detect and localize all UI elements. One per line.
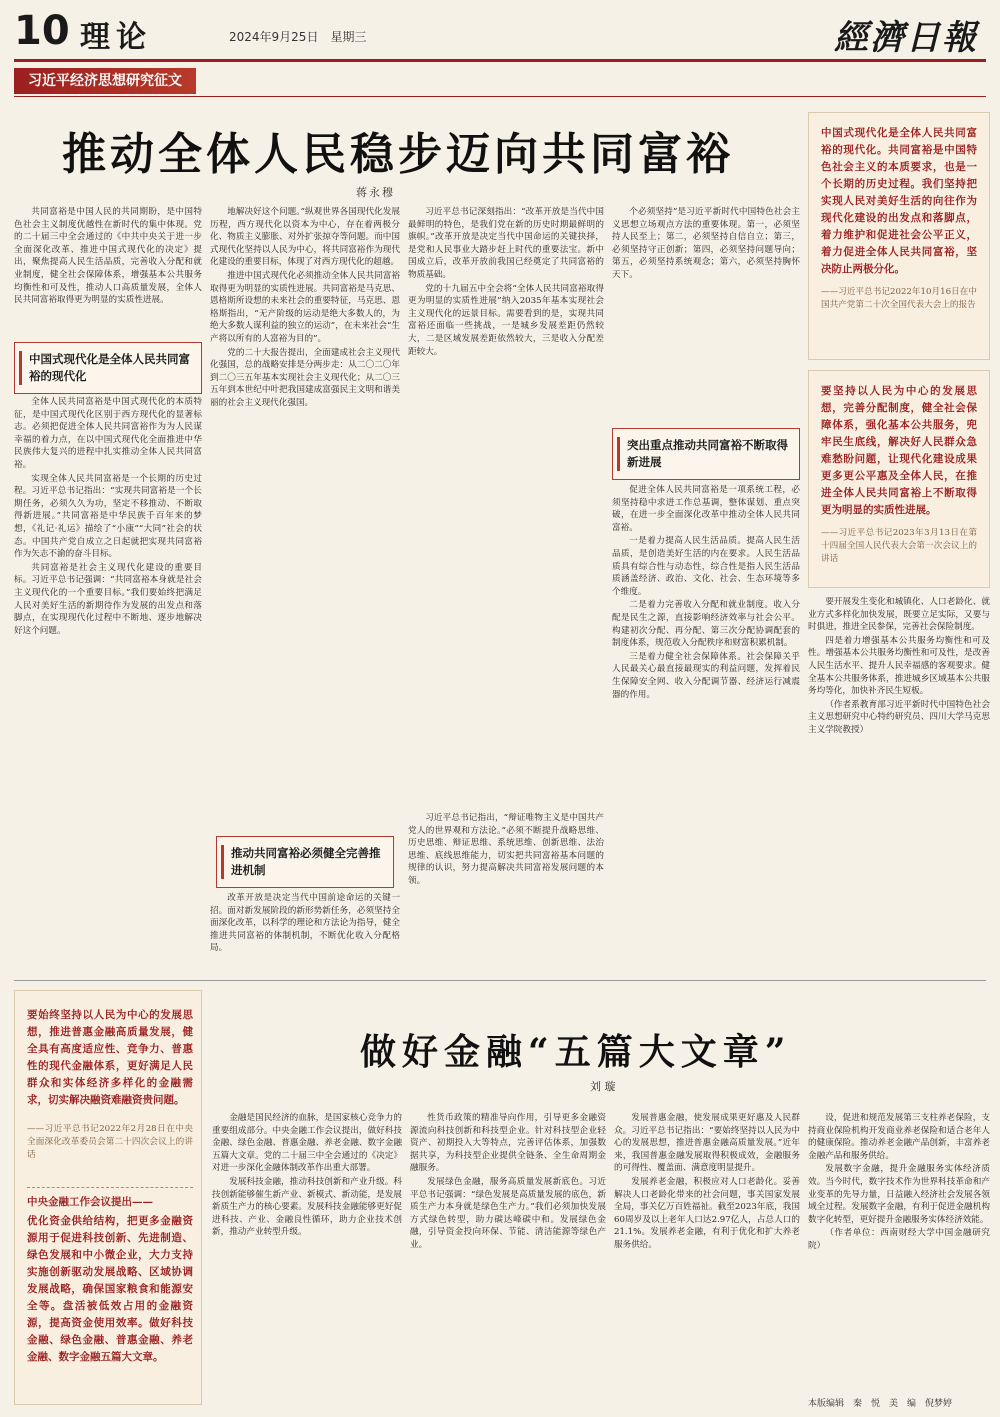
article1-column-4a — [612, 206, 800, 422]
article1-column-2b — [210, 892, 400, 974]
paragraph: 发展数字金融，提升金融服务实体经济质效。当今时代，数字技术作为世界科技革命和产业变革的先导力量，日益融入经济社会发展各领域全过程。发展数字金融，有利于促进金融机构数字化转型，更好提升金融服务实体经济效能。 — [808, 1164, 990, 1225]
column-rule — [14, 96, 986, 97]
paragraph: 地解决好这个问题。”纵观世界各国现代化发展历程，西方现代化以资本为中心，存在着两极分化、物质主义膨胀、对外扩张掠夺等问题。而中国式现代化坚持以人民为中心，将共同富裕作为现代化建设的重要目标，体现了对西方现代化的超越。 — [210, 207, 400, 268]
paragraph: 发展普惠金融，使发展成果更好惠及人民群众。习近平总书记指出：“要始终坚持以人民为中心的发展思想，推进普惠金融高质量发展。”近年来，我国普惠金融发展取得积极成效，金融服务的可得性、覆盖面、满意度明显提升。 — [614, 1113, 800, 1174]
paragraph: 共同富裕是中国人民的共同期盼，是中国特色社会主义制度优越性在新时代的集中体现。党的二十届三中全会通过的《中共中央关于进一步全面深化改革、推进中国式现代化的决定》提出，聚焦提高人民生活品质，完善收入分配和就业制度，健全社会保障体系，增强基本公共服务均衡性和可及性，推动人口高质量发展，全体人民共同富裕取得更为明显的实质性进展。 — [14, 207, 202, 306]
paragraph: 金融是国民经济的血脉，是国家核心竞争力的重要组成部分。中央金融工作会议提出，做好科技金融、绿色金融、普惠金融、养老金融、数字金融五篇大文章。党的二十届三中全会通过的《决定》对进一步深化金融体制改革作出重大部署。 — [212, 1113, 402, 1174]
paragraph: 个必须坚持”是习近平新时代中国特色社会主义思想立场观点方法的重要体现。第一，必须坚持人民至上；第二，必须坚持自信自立；第三，必须坚持守正创新；第四，必须坚持问题导向；第五，必须坚持系统观念；第六，必须坚持胸怀天下。 — [612, 207, 800, 280]
article2-column-3 — [614, 1112, 800, 1392]
paragraph: 推进中国式现代化必须推动全体人民共同富裕取得更为明显的实质性进展。共同富裕是马克思、恩格斯所设想的未来社会的重要特征，马克思、恩格斯指出，“无产阶级的运动是绝大多数人的，为绝大多数人谋利益的独立的运动”，在未来社会“生产将以所有的人富裕为目的”。 — [210, 270, 400, 344]
quote-source: ——习近平总书记2022年2月28日在中央全面深化改革委员会第二十四次会议上的讲话 — [27, 1124, 193, 1160]
paragraph: 二是着力完善收入分配和就业制度。收入分配是民生之源，直接影响经济效率与社会公平。构建初次分配、再分配、第三次分配协调配套的制度体系，规范收入分配秩序和财富积累机制。 — [612, 600, 800, 649]
article2-column-2 — [410, 1112, 606, 1392]
paragraph: 习近平总书记指出，“辩证唯物主义是中国共产党人的世界观和方法论。”必须不断提升战略思维、历史思维、辩证思维、系统思维、创新思维、法治思维、底线思维能力，切实把共同富裕基本问题的规律的认识，努力提高解决共同富裕发展问题的本领。 — [408, 813, 604, 886]
paragraph: 党的二十大报告提出，全面建成社会主义现代化强国，总的战略安排是分两步走：从二〇二〇年到二〇三五年基本实现社会主义现代化；从二〇三五年到本世纪中叶把我国建成富强民主文明和谐美丽的社会主义现代化强国。 — [210, 347, 400, 408]
quote-source: ——习近平总书记2022年10月16日在中国共产党第二十次全国代表大会上的报告 — [821, 287, 977, 310]
column-tag: 习近平经济思想研究征文 — [14, 68, 196, 94]
author-note: （作者系教育部习近平新时代中国特色社会主义思想研究中心特约研究员、四川大学马克思主义学院教授） — [808, 699, 990, 735]
paragraph: 三是着力健全社会保障体系。社会保障关乎人民最关心最直接最现实的利益问题，发挥着民生保障安全网、收入分配调节器、经济运行减震器的作用。 — [612, 651, 800, 700]
paragraph: 要开展发生变化和城镇化、人口老龄化、就业方式多样化加快发展，既要立足实际，又要与时俱进，推进全民参保，完善社会保险制度。 — [808, 597, 990, 633]
masthead — [14, 6, 986, 62]
paragraph: 习近平总书记深刻指出：“改革开放是当代中国最鲜明的特色，是我们党在新的历史时期最鲜明的旗帜。”改革开放是决定当代中国命运的关键抉择，是党和人民事业大踏步赶上时代的重要法宝。新中国成立后，改革开放前我国已经奠定了共同富裕的物质基础。 — [408, 207, 604, 280]
article1-subhead-3: 突出重点推动共同富裕不断取得新进展 — [612, 428, 800, 480]
paragraph: 改革开放是决定当代中国前途命运的关键一招。面对新发展阶段的新形势新任务，必须坚持全面深化改革，以科学的理论和方法论为指导，健全推进共同富裕的体制机制，不断优化收入分配格局。 — [210, 893, 400, 954]
sidebar-quote-box — [14, 990, 202, 1405]
quote-text: 中国式现代化是全体人民共同富裕的现代化。共同富裕是中国特色社会主义的本质要求，也是一个长期的历史过程。我们坚持把实现人民对美好生活的向往作为现代化建设的出发点和落脚点，着力维护和促进社会公平正义，着力促进全体人民共同富裕，坚决防止两极分化。 — [821, 127, 977, 275]
paragraph: 四是着力增强基本公共服务均衡性和可及性。增强基本公共服务均衡性和可及性，是改善人民生活水平、提升人民幸福感的客观要求。健全基本公共服务体系，推进城乡区域基本公共服务均等化，加快补齐民生短板。 — [808, 635, 990, 697]
paragraph: 共同富裕是社会主义现代化建设的重要目标。习近平总书记强调：“共同富裕本身就是社会主义现代化的一个重要目标。”我们要始终把满足人民对美好生活的新期待作为发展的出发点和落脚点，在实现现代化过程中不断地、逐步地解决好这个问题。 — [14, 562, 202, 636]
paragraph: 一是着力提高人民生活品质。提高人民生活品质，是创造美好生活的内在要求。人民生活品质具有综合性与动态性，综合性是指人民生活品质涵盖经济、政治、文化、社会、生态环境等多个维度。 — [612, 536, 800, 597]
quote-box-1 — [808, 112, 990, 360]
article1-headline: 推动全体人民稳步迈向共同富裕 — [62, 129, 734, 180]
article1-subhead-2: 推动共同富裕必须健全完善推进机制 — [216, 836, 394, 888]
paragraph: 发展绿色金融，服务高质量发展新底色。习近平总书记强调：“绿色发展是高质量发展的底色，新质生产力本身就是绿色生产力。”我们必须加快发展方式绿色转型，助力碳达峰碳中和。发展绿色金融，引导资金投向环保、节能、清洁能源等绿色产业。 — [410, 1176, 606, 1250]
article2-column-4 — [808, 1112, 990, 1392]
article2-byline: 刘 璇 — [590, 1080, 616, 1093]
issue-date: 2024年9月25日 星期三 — [229, 30, 367, 44]
paragraph: 性货币政策的精准导向作用，引导更多金融资源流向科技创新和科技型企业。针对科技型企业轻资产、初期投入大等特点，完善评估体系，加强数据共享，为科技型企业提供全链条、全生命周期金融服务。 — [410, 1113, 606, 1174]
sidebar-subhead: 中央金融工作会议提出—— — [27, 1187, 193, 1209]
paragraph: 促进全体人民共同富裕是一项系统工程，必须坚持稳中求进工作总基调，整体谋划、重点突破，在进一步全面深化改革中推动全体人民共同富裕。 — [612, 485, 800, 533]
article1-column-1a — [14, 206, 202, 336]
article1-column-3b — [408, 812, 604, 974]
section-divider — [14, 980, 986, 981]
article1-subhead-1: 中国式现代化是全体人民共同富裕的现代化 — [14, 342, 202, 394]
paragraph: 实现全体人民共同富裕是一个长期的历史过程。习近平总书记指出：“实现共同富裕是一个长期任务，必须久久为功，坚定不移推动、不断取得新进展。”共同富裕是中华民族千百年来的梦想，《礼记·礼运》描绘了“小康”“大同”社会的状态。中国共产党自成立之日起就把实现共同富裕作为矢志不渝的奋斗目标。 — [14, 473, 202, 560]
quote-text: 要始终坚持以人民为中心的发展思想，推进普惠金融高质量发展，健全具有高度适应性、竞争力、普惠性的现代金融体系，更好满足人民群众和实体经济多样化的金融需求，切实解决融资难融资贵问题。 — [27, 1009, 193, 1106]
quote-source: ——习近平总书记2023年3月13日在第十四届全国人民代表大会第一次会议上的讲话 — [821, 528, 977, 564]
page-number: 10 — [14, 8, 70, 54]
section-title: 理论 — [80, 20, 152, 55]
article1-column-1b — [14, 396, 202, 974]
article1-byline: 蒋永穆 — [356, 186, 395, 199]
quote-text: 优化资金供给结构，把更多金融资源用于促进科技创新、先进制造、绿色发展和中小微企业，大力支持实施创新驱动发展战略、区域协调发展战略，确保国家粮食和能源安全等。盘活被低效占用的金融资源，提高资金使用效率。做好科技金融、绿色金融、普惠金融、养老金融、数字金融五篇大文章。 — [27, 1215, 193, 1363]
article1-column-5 — [808, 596, 990, 974]
author-note: （作者单位：西南财经大学中国金融研究院） — [808, 1228, 990, 1251]
paragraph: 发展科技金融，推动科技创新和产业升级。科技创新能够催生新产业、新模式、新动能，是发展新质生产力的核心要素。发展科技金融能够更好促进科技、产业、金融良性循环，助力企业技术创新，推动产业转型升级。 — [212, 1176, 402, 1238]
paragraph: 发展养老金融，积极应对人口老龄化。妥善解决人口老龄化带来的社会问题，事关国家发展全局，事关亿万百姓福祉。截至2023年底，我国60周岁及以上老年人口达2.97亿人，占总人口的21.1%。发展养老金融，有利于优化和扩大养老服务供给。 — [614, 1176, 800, 1250]
article1-column-4b — [612, 484, 800, 974]
paragraph: 设，促进和规范发展第三支柱养老保险，支持商业保险机构开发商业养老保险和适合老年人的健康保险。推动养老金融产品创新，丰富养老金融产品和服务供给。 — [808, 1113, 990, 1161]
newspaper-logo: 經濟日報 — [834, 18, 978, 58]
article1-column-2a — [210, 206, 400, 826]
quote-box-2 — [808, 370, 990, 588]
paragraph: 党的十九届五中全会将“全体人民共同富裕取得更为明显的实质性进展”纳入2035年基本实现社会主义现代化的远景目标。需要看到的是，实现共同富裕还面临一些挑战，一是城乡发展差距仍然较大，二是区域发展差距依然较大，三是收入分配差距较大。 — [408, 283, 604, 357]
article2-column-1 — [212, 1112, 402, 1392]
article1-column-3a — [408, 206, 604, 806]
article2-headline: 做好金融“五篇大文章” — [360, 1031, 792, 1073]
quote-text: 要坚持以人民为中心的发展思想，完善分配制度，健全社会保障体系，强化基本公共服务，兜牢民生底线，解决好人民群众急难愁盼问题，让现代化建设成果更多更公平惠及全体人民，在推进全体人民共同富裕上不断取得更为明显的实质性进展。 — [821, 385, 977, 516]
paragraph: 全体人民共同富裕是中国式现代化的本质特征，是中国式现代化区别于西方现代化的显著标志。必须把促进全体人民共同富裕作为为人民谋幸福的着力点，在以中国式现代化全面推进中华民族伟大复兴的进程中扎实推动全体人民共同富裕。 — [14, 397, 202, 470]
editor-credits: 本版编辑 秦 悦 美 编 倪梦婷 — [808, 1399, 953, 1409]
